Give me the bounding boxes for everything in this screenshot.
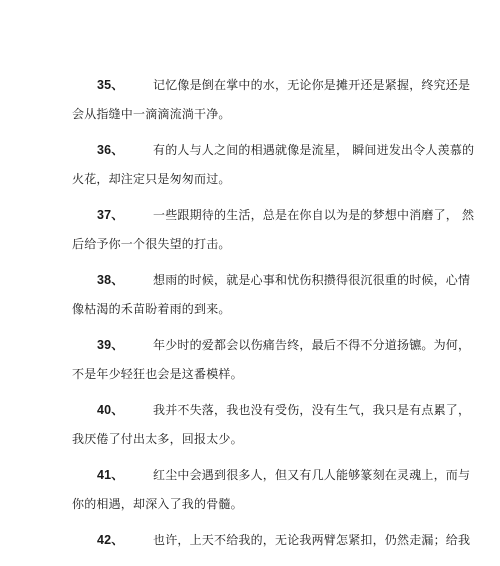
quote-entry-36 (72, 136, 475, 194)
entry-first-line (72, 71, 471, 100)
entry-first-line (72, 136, 475, 165)
entry-text: 红尘中会遇到很多人，但又有几人能够篆刻在灵魂上，而与 (153, 468, 471, 482)
entry-text: 记忆像是倒在掌中的水，无论你是摊开还是紧握，终究还是 (153, 78, 471, 92)
entry-continuation-line: 后给予你一个很失望的打击。 (72, 237, 231, 251)
quote-entry-37 (72, 201, 475, 259)
entry-number: 37、 (97, 208, 125, 222)
quote-entry-42 (72, 526, 471, 555)
entry-number: 42、 (97, 533, 125, 547)
entry-continuation-line: 不是年少轻狂也会是这番模样。 (72, 367, 243, 381)
entry-number: 41、 (97, 468, 125, 482)
quote-entry-35 (72, 71, 471, 129)
entry-continuation-line: 我厌倦了付出太多，回报太少。 (72, 432, 243, 446)
entry-text: 一些跟期待的生活，总是在你自以为是的梦想中消磨了， 然 (153, 208, 475, 222)
entry-number: 35、 (97, 78, 125, 92)
entry-first-line (72, 331, 471, 360)
entry-number: 36、 (97, 143, 125, 157)
entry-text: 年少时的爱都会以伤痛告终，最后不得不分道扬镳。为何， (153, 338, 471, 352)
entry-first-line (72, 266, 471, 295)
entry-number: 38、 (97, 273, 125, 287)
quote-entry-40 (72, 396, 471, 454)
entry-first-line (72, 201, 475, 230)
entry-number: 40、 (97, 403, 125, 417)
entry-continuation-line: 你的相遇，却深入了我的骨髓。 (72, 497, 243, 511)
entry-first-line (72, 396, 471, 425)
entry-text: 我并不失落，我也没有受伤，没有生气，我只是有点累了， (153, 403, 471, 417)
entry-text: 有的人与人之间的相遇就像是流星， 瞬间迸发出令人羡慕的 (153, 143, 475, 157)
quote-entry-39 (72, 331, 471, 389)
entry-continuation-line: 会从指缝中一滴滴流淌干净。 (72, 107, 231, 121)
quote-entry-41 (72, 461, 471, 519)
quote-entry-38 (72, 266, 471, 324)
entry-continuation-line: 火花，却注定只是匆匆而过。 (72, 172, 231, 186)
entry-first-line (72, 526, 471, 555)
entry-text: 也许，上天不给我的，无论我两臂怎紧扣，仍然走漏；给我 (153, 533, 471, 547)
entry-number: 39、 (97, 338, 125, 352)
entry-first-line (72, 461, 471, 490)
entry-text: 想雨的时候，就是心事和忧伤积攒得很沉很重的时候，心情 (153, 273, 471, 287)
entry-continuation-line: 像枯渴的禾苗盼着雨的到来。 (72, 302, 231, 316)
